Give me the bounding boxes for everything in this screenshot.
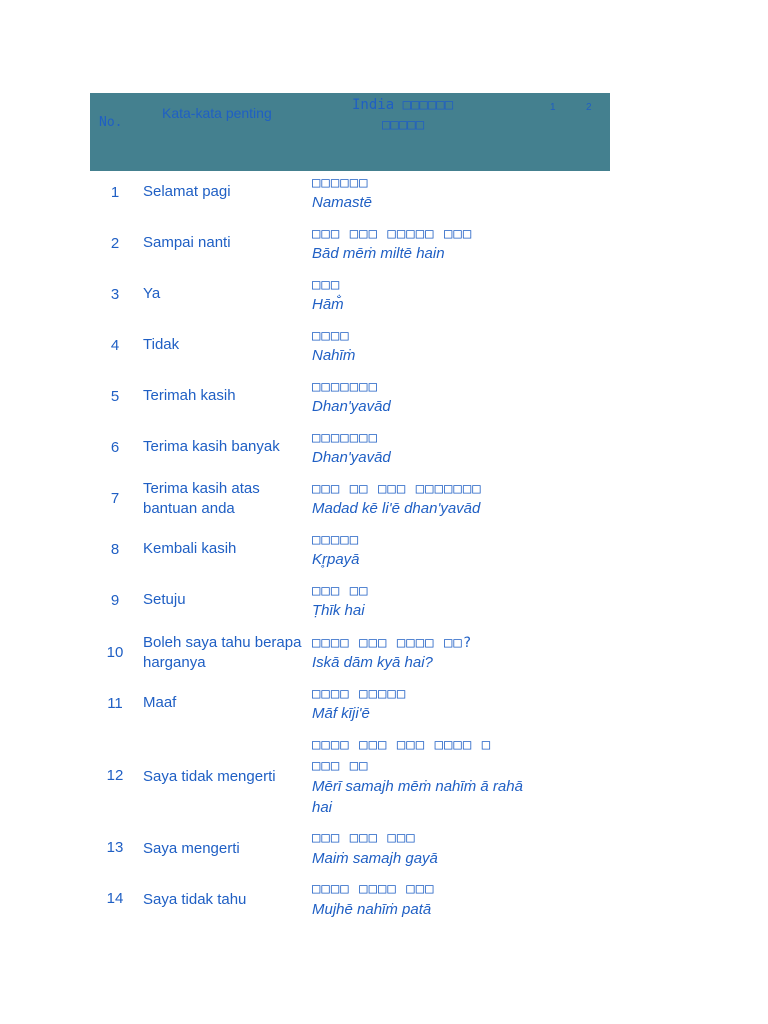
row-number: 6 bbox=[110, 439, 120, 456]
phrase-hindi: □□□ □□□ □□□□□ □□□ bbox=[312, 226, 473, 242]
phrase-indonesian: Saya tidak mengerti bbox=[143, 768, 276, 785]
phrase-indonesian: Kembali kasih bbox=[143, 540, 237, 557]
phrase-hindi: □□□□□□ bbox=[312, 175, 369, 191]
phrase-indonesian: Terima kasih atas bantuan anda bbox=[143, 480, 260, 517]
table-row bbox=[90, 326, 610, 372]
phrase-transliteration: Dhan'yavād bbox=[312, 449, 391, 466]
phrase-indonesian: Maaf bbox=[143, 694, 177, 711]
table-row bbox=[90, 428, 610, 474]
header-india bbox=[352, 95, 453, 135]
row-number: 12 bbox=[106, 767, 124, 784]
table-row bbox=[90, 377, 610, 423]
phrase-hindi: □□□□□ bbox=[312, 532, 360, 548]
phrase-hindi: □□□□ □□□□ □□□ bbox=[312, 881, 435, 897]
phrase-hindi: □□□□ □□□□□ bbox=[312, 686, 407, 702]
phrase-hindi: □□□ □□ □□□ □□□□□□□ bbox=[312, 481, 482, 497]
row-number: 9 bbox=[110, 592, 120, 609]
row-number: 5 bbox=[110, 388, 120, 405]
phrase-indonesian: Boleh saya tahu berapa harganya bbox=[143, 634, 302, 671]
row-number: 1 bbox=[110, 184, 120, 201]
row-number: 13 bbox=[106, 839, 124, 856]
phrase-transliteration: Mērī samajh mēṁ nahīṁ ā rahā hai bbox=[312, 778, 523, 816]
row-number: 4 bbox=[110, 337, 120, 354]
table-row bbox=[90, 828, 610, 874]
table-row bbox=[90, 173, 610, 219]
row-number: 10 bbox=[106, 644, 124, 661]
row-number: 11 bbox=[107, 695, 123, 712]
phrase-transliteration: Kr̥payā bbox=[312, 551, 360, 568]
header-kata-penting: Kata-kata penting bbox=[162, 105, 272, 121]
table-row bbox=[90, 530, 610, 576]
table-row bbox=[90, 275, 610, 321]
phrase-indonesian: Sampai nanti bbox=[143, 234, 231, 251]
phrase-indonesian: Saya tidak tahu bbox=[143, 891, 247, 908]
phrase-transliteration: Bād mēṁ miltē hain bbox=[312, 245, 445, 262]
phrase-transliteration: Nahīṁ bbox=[312, 347, 356, 364]
phrase-transliteration: Dhan'yavād bbox=[312, 398, 391, 415]
table-row bbox=[90, 633, 610, 679]
phrase-hindi: □□□□ □□□ □□□ □□□□ □ □□□ □□ bbox=[312, 737, 492, 774]
table-header bbox=[90, 93, 610, 171]
header-no: No. bbox=[99, 115, 123, 130]
phrase-indonesian: Terimah kasih bbox=[143, 387, 236, 404]
table-row bbox=[90, 735, 610, 821]
phrase-indonesian: Ya bbox=[143, 285, 161, 302]
row-number: 14 bbox=[106, 890, 124, 907]
phrase-transliteration: Iskā dām kyā hai? bbox=[312, 654, 433, 671]
phrase-transliteration: Hām̐ bbox=[312, 296, 344, 313]
row-number: 7 bbox=[110, 490, 120, 507]
table-row bbox=[90, 581, 610, 627]
phrase-indonesian: Selamat pagi bbox=[143, 183, 231, 200]
phrase-hindi: □□□□□□□ bbox=[312, 379, 379, 395]
table-row bbox=[90, 684, 610, 730]
phrase-hindi: □□□ □□□ □□□ bbox=[312, 830, 416, 846]
phrase-indonesian: Terima kasih banyak bbox=[143, 438, 280, 455]
phrase-hindi: □□□ □□ bbox=[312, 583, 369, 599]
phrase-transliteration: Namastē bbox=[312, 194, 373, 211]
table-row bbox=[90, 479, 610, 525]
phrase-hindi: □□□□□□□ bbox=[312, 430, 379, 446]
phrase-hindi: □□□ bbox=[312, 277, 341, 293]
phrase-indonesian: Setuju bbox=[143, 591, 186, 608]
phrase-hindi: □□□□ □□□ □□□□ □□? bbox=[312, 635, 473, 651]
row-number: 8 bbox=[110, 541, 120, 558]
phrase-transliteration: Ṭhīk hai bbox=[312, 602, 365, 619]
table-row bbox=[90, 224, 610, 270]
phrase-transliteration: Mujhē nahīṁ patā bbox=[312, 901, 432, 918]
row-number: 2 bbox=[110, 235, 120, 252]
phrase-transliteration: Maiṁ samajh gayā bbox=[312, 850, 438, 867]
header-column-1: 1 bbox=[550, 102, 556, 113]
phrase-indonesian: Saya mengerti bbox=[143, 840, 240, 857]
phrase-transliteration: Madad kē li'ē dhan'yavād bbox=[312, 500, 481, 517]
phrase-transliteration: Māf kīji'ē bbox=[312, 705, 370, 722]
phrase-hindi: □□□□ bbox=[312, 328, 350, 344]
table-row bbox=[90, 879, 610, 925]
header-india-line2: □□□□□ bbox=[382, 117, 425, 133]
header-column-2: 2 bbox=[586, 102, 592, 113]
row-number: 3 bbox=[110, 286, 120, 303]
header-india-line1: India □□□□□□ bbox=[352, 97, 454, 113]
phrase-indonesian: Tidak bbox=[143, 336, 180, 353]
